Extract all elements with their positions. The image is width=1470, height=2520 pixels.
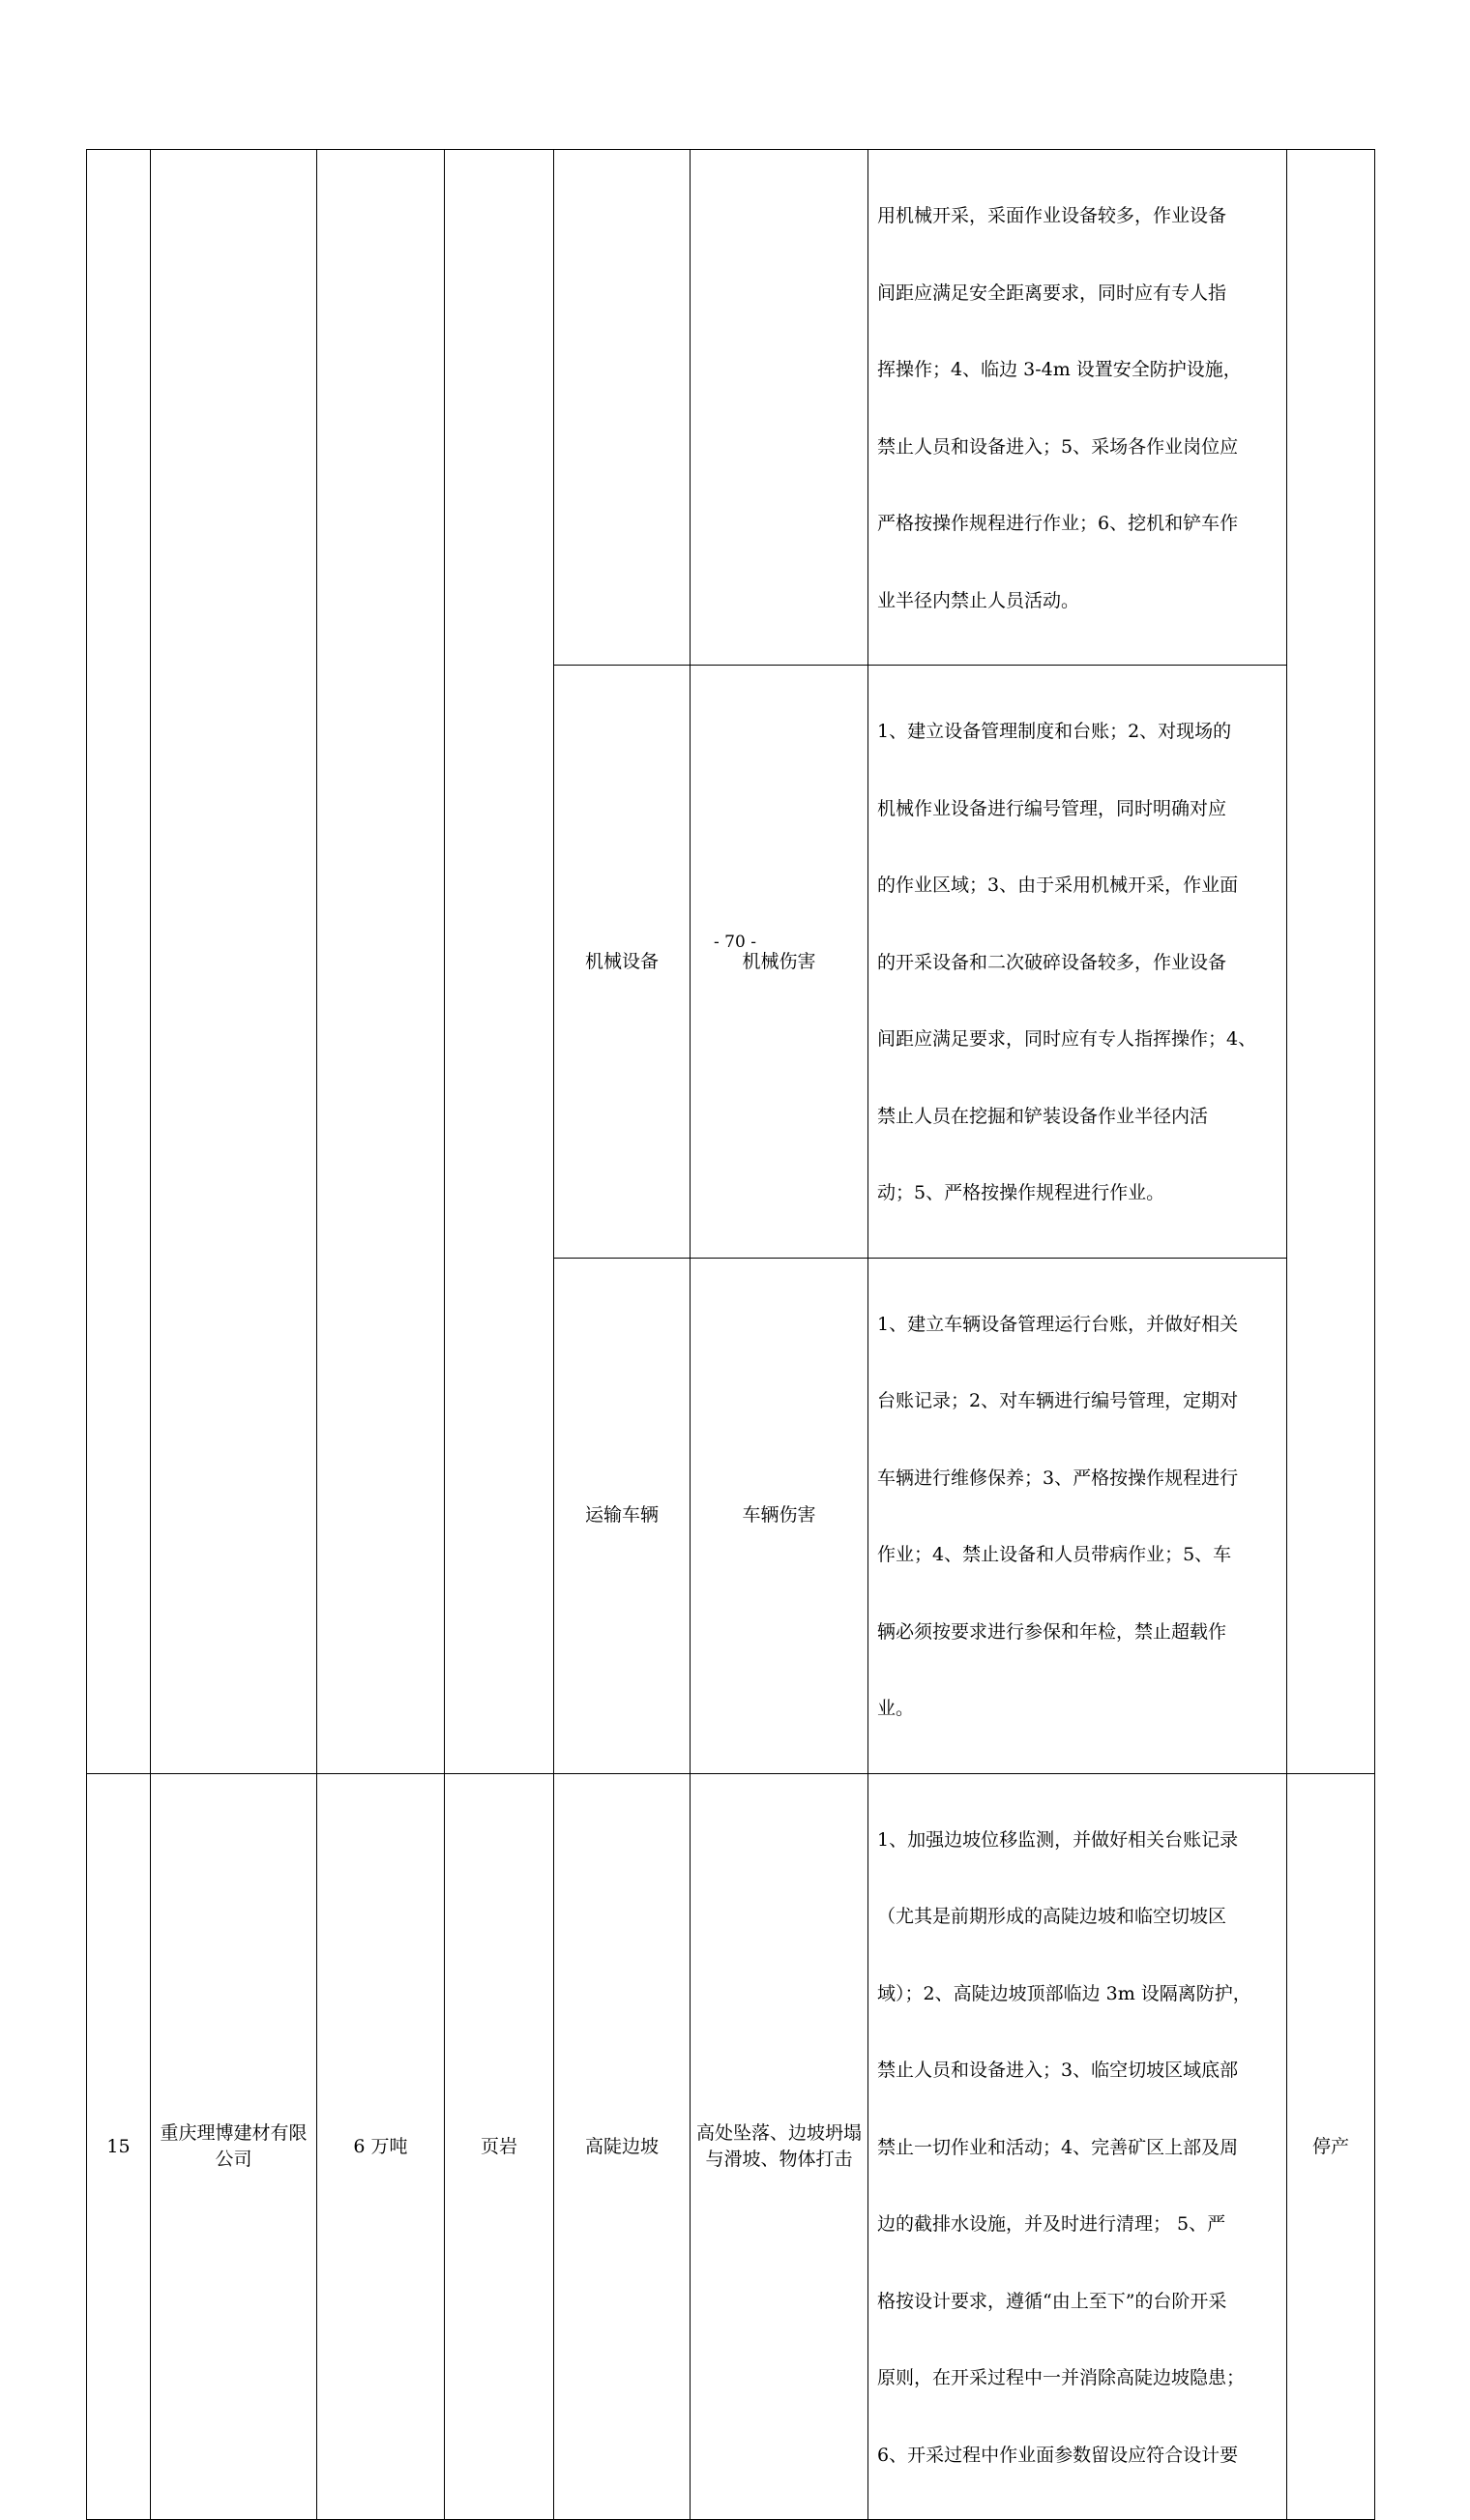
cell-mineral: 页岩 (445, 1773, 554, 2520)
cell-measures (868, 1258, 1287, 1773)
text-line: 1、建立设备管理制度和台账；2、对现场的 (877, 721, 1232, 742)
cell-no (87, 150, 151, 1774)
text-line: 作业；4、禁止设备和人员带病作业；5、车 (877, 1544, 1232, 1565)
cell-company (151, 1773, 317, 2520)
cell-status (1287, 150, 1375, 1774)
text-line: 挥操作；4、临边 3-4m 设置安全防护设施， (877, 359, 1242, 380)
table-row (87, 150, 1375, 666)
page-number: - 70 - (714, 933, 756, 952)
cell-no: 15 (87, 1773, 151, 2520)
text-line: 的作业区域；3、由于采用机械开采，作业面 (877, 875, 1239, 896)
cell-capacity: 6 万吨 (317, 1773, 445, 2520)
text-line: 间距应满足要求，同时应有专人指挥操作；4、 (877, 1028, 1257, 1050)
text-line: 禁止人员和设备进入；3、临空切坡区域底部 (877, 2060, 1239, 2081)
text-line: 1、加强边坡位移监测，并做好相关台账记录 (877, 1828, 1239, 1851)
cell-hazard-source: 机械设备 (554, 666, 691, 1259)
cell-company (151, 150, 317, 1774)
text-line: 严格按操作规程进行作业；6、挖机和铲车作 (877, 513, 1239, 534)
text-line: 1、建立车辆设备管理运行台账，并做好相关 (877, 1313, 1239, 1335)
cell-measures (868, 1773, 1287, 2520)
text-line: 车辆进行维修保养；3、严格按操作规程进行 (877, 1467, 1239, 1489)
text-line: 业。 (877, 1698, 915, 1719)
hazard-table (86, 149, 1375, 2520)
cell-mineral (445, 150, 554, 1774)
cell-accident-type (691, 1773, 868, 2520)
text-line: 机械作业设备进行编号管理，同时明确对应 (877, 797, 1227, 819)
cell-hazard-source (554, 150, 691, 666)
cell-measures (868, 666, 1287, 1259)
text-line: 原则，在开采过程中一并消除高陡边坡隐患； (877, 2367, 1246, 2388)
cell-accident-type: 机械伤害 (691, 666, 868, 1259)
text-line: 禁止人员在挖掘和铲装设备作业半径内活 (877, 1105, 1209, 1127)
text-line: 的开采设备和二次破碎设备较多，作业设备 (877, 951, 1227, 973)
text-line: 域）；2、高陡边坡顶部临边 3m 设隔离防护， (877, 1982, 1251, 2004)
company-name: 重庆理博建材有限公司 (160, 2122, 308, 2170)
cell-measures (868, 150, 1287, 666)
text-line: 业半径内禁止人员活动。 (877, 589, 1080, 611)
cell-hazard-source: 高陡边坡 (554, 1773, 691, 2520)
accident-type-text: 高处坠落、边坡坍塌与滑坡、物体打击 (696, 2122, 863, 2170)
text-line: 禁止人员和设备进入；5、采场各作业岗位应 (877, 435, 1239, 458)
cell-hazard-source: 运输车辆 (554, 1258, 691, 1773)
cell-accident-type: 车辆伤害 (691, 1258, 868, 1773)
text-line: 辆必须按要求进行参保和年检，禁止超载作 (877, 1620, 1227, 1643)
text-line: （尤其是前期形成的高陡边坡和临空切坡区 (877, 1906, 1227, 1927)
text-line: 6、开采过程中作业面参数留设应符合设计要 (877, 2444, 1239, 2466)
text-line: 用机械开采，采面作业设备较多，作业设备 (877, 205, 1227, 226)
text-line: 动；5、严格按操作规程进行作业。 (877, 1182, 1165, 1203)
text-line: 边的截排水设施，并及时进行清理； 5、严 (877, 2213, 1226, 2235)
text-line: 禁止一切作业和活动；4、完善矿区上部及周 (877, 2136, 1239, 2158)
cell-capacity (317, 150, 445, 1774)
cell-status: 停产 (1287, 1773, 1375, 2520)
cell-accident-type (691, 150, 868, 666)
text-line: 格按设计要求，遵循“由上至下”的台阶开采 (877, 2290, 1227, 2312)
text-line: 间距应满足安全距离要求，同时应有专人指 (877, 282, 1227, 304)
table-row (87, 1773, 1375, 2520)
text-line: 台账记录；2、对车辆进行编号管理，定期对 (877, 1390, 1239, 1411)
